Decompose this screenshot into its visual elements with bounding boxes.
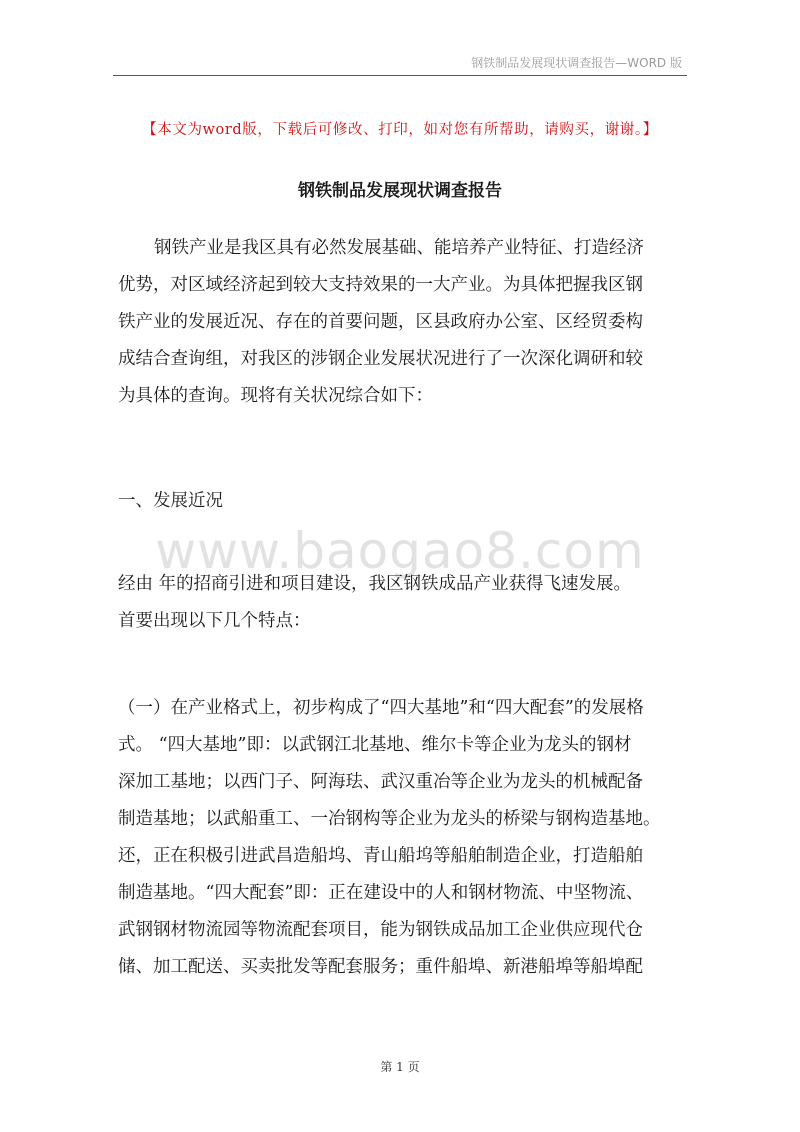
text-line: 为具体的查询。现将有关状况综合如下： [118,386,433,406]
heading-text: 一、发展近况 [118,491,223,511]
text-line: 钢铁产业是我区具有必然发展基础、能培养产业特征、打造经济 [154,238,644,258]
text-line: 经由 年的招商引进和项目建设，我区钢铁成品产业获得飞速发展。 [118,574,632,594]
text-line: 还，正在积极引进武昌造船坞、青山船坞等船舶制造企业，打造船舶 [118,846,643,866]
text-line: （一）在产业格式上，初步构成了“四大基地”和“四大配套”的发展格 [118,698,644,718]
text-line: 制造基地。“四大配套”即：正在建设中的人和钢材物流、中坚物流、 [118,883,644,903]
page-number: 第 1 页 [380,1060,420,1074]
section-paragraph [118,566,684,640]
watermark: www.baogao8.com [155,522,645,580]
text-line: 首要出现以下几个特点： [118,611,311,631]
text-line: 优势，对区域经济起到较大支持效果的一大产业。为具体把握我区钢 [118,275,643,295]
text-line: 铁产业的发展近况、存在的首要问题，区县政府办公室、区经贸委构 [118,312,643,332]
text-line: 成结合查询组，对我区的涉钢企业发展状况进行了一次深化调研和较 [118,349,643,369]
purchase-notice: 【本文为word版，下载后可修改、打印，如对您有所帮助，请购买，谢谢。】 [142,122,658,138]
section-heading [118,483,684,520]
subsection-paragraph [118,690,684,986]
page-header-title: 钢铁制品发展现状调查报告—WORD 版 [471,56,682,70]
text-line: 制造基地；以武船重工、一冶钢构等企业为龙头的桥梁与钢构造基地。 [118,809,661,829]
document-title: 钢铁制品发展现状调查报告 [298,181,502,201]
intro-paragraph [118,230,684,415]
text-line: 储、加工配送、买卖批发等配套服务；重件船埠、新港船埠等船埠配 [118,957,643,977]
header-divider [113,75,687,76]
text-line: 式。 “四大基地”即：以武钢江北基地、维尔卡等企业为龙头的钢材 [118,735,632,755]
text-line: 深加工基地；以西门子、阿海珐、武汉重冶等企业为龙头的机械配备 [118,772,643,792]
text-line: 武钢钢材物流园等物流配套项目，能为钢铁成品加工企业供应现代仓 [118,920,643,940]
